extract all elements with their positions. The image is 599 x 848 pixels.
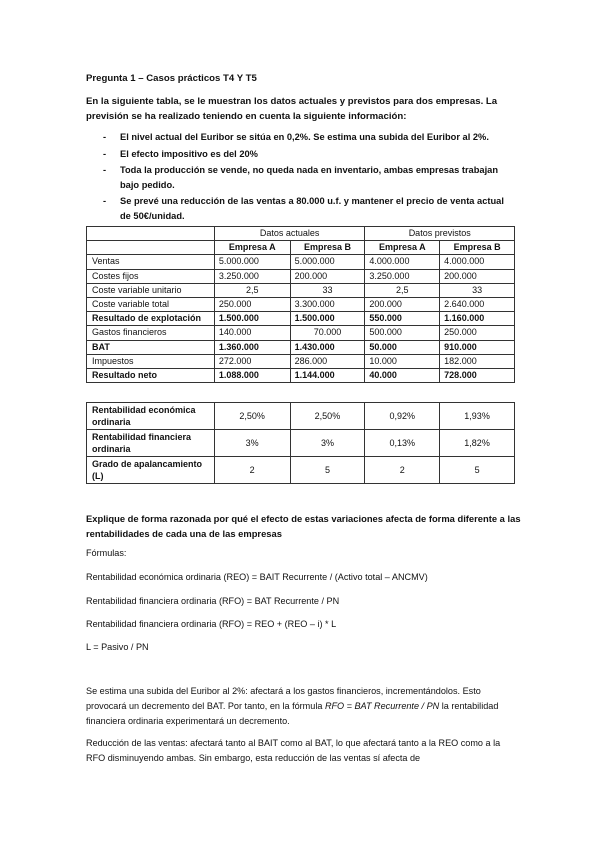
table-cell: 1.500.000: [214, 312, 290, 326]
table-cell: 10.000: [365, 354, 440, 368]
list-item: - El efecto impositivo es del 20%: [86, 147, 516, 162]
table-cell: 200.000: [365, 297, 440, 311]
table-cell: 2,5: [365, 283, 440, 297]
table-row: [87, 430, 515, 457]
table-cell: 1.430.000: [290, 340, 365, 354]
formula-leverage: L = Pasivo / PN: [86, 642, 149, 652]
question-prompt: Explique de forma razonada por qué el efecto de estas variaciones afecta de forma diferente a las rentabilidades de cada una de las empresas: [86, 513, 521, 539]
answer-text: la rentabilidad financiera ordinaria experimentará un decremento.: [86, 701, 499, 726]
table-cell: 0,13%: [365, 430, 440, 457]
table-cell: 1,82%: [440, 430, 515, 457]
table-cell: 50.000: [365, 340, 440, 354]
table-cell: 3.250.000: [365, 269, 440, 283]
table-cell: 2: [214, 457, 290, 484]
table-cell: 2,50%: [290, 403, 365, 430]
table-cell: 3%: [214, 430, 290, 457]
row-label: Resultado de explotación: [87, 312, 215, 326]
formula-rfo-leverage: Rentabilidad financiera ordinaria (RFO) = REO + (REO – i) * L: [86, 619, 337, 629]
list-item: - El nivel actual del Euribor se sitúa en 0,2%. Se estima una subida del Euribor al 2%.: [86, 130, 516, 145]
row-label: Gastos financieros: [87, 326, 215, 340]
question-title: Pregunta 1 – Casos prácticos T4 Y T5: [86, 73, 257, 84]
row-label: Ventas: [87, 255, 215, 269]
table-cell: 70.000: [290, 326, 365, 340]
table-cell: 4.000.000: [365, 255, 440, 269]
table-cell: 200.000: [440, 269, 515, 283]
group-header-prev: Datos previstos: [365, 227, 515, 241]
table-cell: 2,50%: [214, 403, 290, 430]
table-cell: 910.000: [440, 340, 515, 354]
table-cell: 3.250.000: [214, 269, 290, 283]
row-label: Coste variable total: [87, 297, 215, 311]
formula-reo: Rentabilidad económica ordinaria (REO) = BAIT Recurrente / (Activo total – ANCMV): [86, 572, 428, 582]
assumption-list: [86, 130, 516, 225]
col-header-b: Empresa B: [440, 241, 515, 255]
financial-data-table: [86, 226, 515, 383]
table-cell: 0,92%: [365, 403, 440, 430]
answer-text: Se estima una subida del Euribor al 2%: afectará a los gastos financieros, incrementándolos. Esto provocará un decremento del BAT. Por tanto, en la fórmula: [86, 686, 481, 711]
table-row: [87, 326, 515, 340]
table-row: [87, 368, 515, 382]
table-cell: 500.000: [365, 326, 440, 340]
table-cell: 1.500.000: [290, 312, 365, 326]
col-header-a: Empresa A: [214, 241, 290, 255]
group-header-actual: Datos actuales: [214, 227, 365, 241]
table-cell: 33: [440, 283, 515, 297]
table-cell: 1.160.000: [440, 312, 515, 326]
table-cell: 5.000.000: [214, 255, 290, 269]
col-header-b: Empresa B: [290, 241, 365, 255]
table-cell: 286.000: [290, 354, 365, 368]
answer-paragraph-euribor: [86, 684, 516, 729]
table-row: [87, 403, 515, 430]
table-row: [87, 340, 515, 354]
table-cell: 1.144.000: [290, 368, 365, 382]
row-label: Resultado neto: [87, 368, 215, 382]
table-subheader-row: [87, 241, 515, 255]
table-cell: 40.000: [365, 368, 440, 382]
row-label: Rentabilidad financiera ordinaria: [87, 430, 215, 457]
row-label: Costes fijos: [87, 269, 215, 283]
table-cell: 5: [440, 457, 515, 484]
list-item: - Toda la producción se vende, no queda nada en inventario, ambas empresas trabajan bajo pedido.: [86, 163, 516, 192]
table-corner-cell: [87, 241, 215, 255]
table-cell: 4.000.000: [440, 255, 515, 269]
table-row: [87, 312, 515, 326]
table-header-row: [87, 227, 515, 241]
list-item: - Se prevé una reducción de las ventas a 80.000 u.f. y mantener el precio de venta actual de 50€/unidad.: [86, 194, 516, 223]
table-cell: 33: [290, 283, 365, 297]
table-row: [87, 297, 515, 311]
ratios-table: [86, 402, 515, 484]
table-cell: 1.088.000: [214, 368, 290, 382]
table-corner-cell: [87, 227, 215, 241]
table-cell: 140.000: [214, 326, 290, 340]
row-label: Grado de apalancamiento (L): [87, 457, 215, 484]
table-row: [87, 269, 515, 283]
inline-formula: RFO = BAT Recurrente / PN: [324, 701, 440, 711]
table-cell: 1,93%: [440, 403, 515, 430]
answer-paragraph-sales: Reducción de las ventas: afectará tanto al BAIT como al BAT, lo que afectará tanto a la REO como a la RFO disminuyendo ambas. Sin embargo, esta reducción de las ventas sí afecta de: [86, 738, 501, 763]
row-label: Rentabilidad económica ordinaria: [87, 403, 215, 430]
table-cell: 3%: [290, 430, 365, 457]
table-cell: 182.000: [440, 354, 515, 368]
col-header-a: Empresa A: [365, 241, 440, 255]
table-cell: 2: [365, 457, 440, 484]
table-row: [87, 354, 515, 368]
table-row: [87, 255, 515, 269]
table-cell: 1.360.000: [214, 340, 290, 354]
table-cell: 5: [290, 457, 365, 484]
row-label: Coste variable unitario: [87, 283, 215, 297]
intro-paragraph: En la siguiente tabla, se le muestran los datos actuales y previstos para dos empresas. La previsión se ha realizado teniendo en cuenta la siguiente información:: [86, 96, 498, 122]
table-cell: 250.000: [214, 297, 290, 311]
table-cell: 2.640.000: [440, 297, 515, 311]
table-row: [87, 283, 515, 297]
row-label: Impuestos: [87, 354, 215, 368]
formulas-heading: Fórmulas:: [86, 548, 127, 558]
table-cell: 272.000: [214, 354, 290, 368]
table-cell: 550.000: [365, 312, 440, 326]
formula-rfo: Rentabilidad financiera ordinaria (RFO) = BAT Recurrente / PN: [86, 596, 340, 606]
table-cell: 3.300.000: [290, 297, 365, 311]
table-row: [87, 457, 515, 484]
table-cell: 5.000.000: [290, 255, 365, 269]
table-cell: 728.000: [440, 368, 515, 382]
table-cell: 200.000: [290, 269, 365, 283]
table-cell: 2,5: [214, 283, 290, 297]
table-cell: 250.000: [440, 326, 515, 340]
row-label: BAT: [87, 340, 215, 354]
